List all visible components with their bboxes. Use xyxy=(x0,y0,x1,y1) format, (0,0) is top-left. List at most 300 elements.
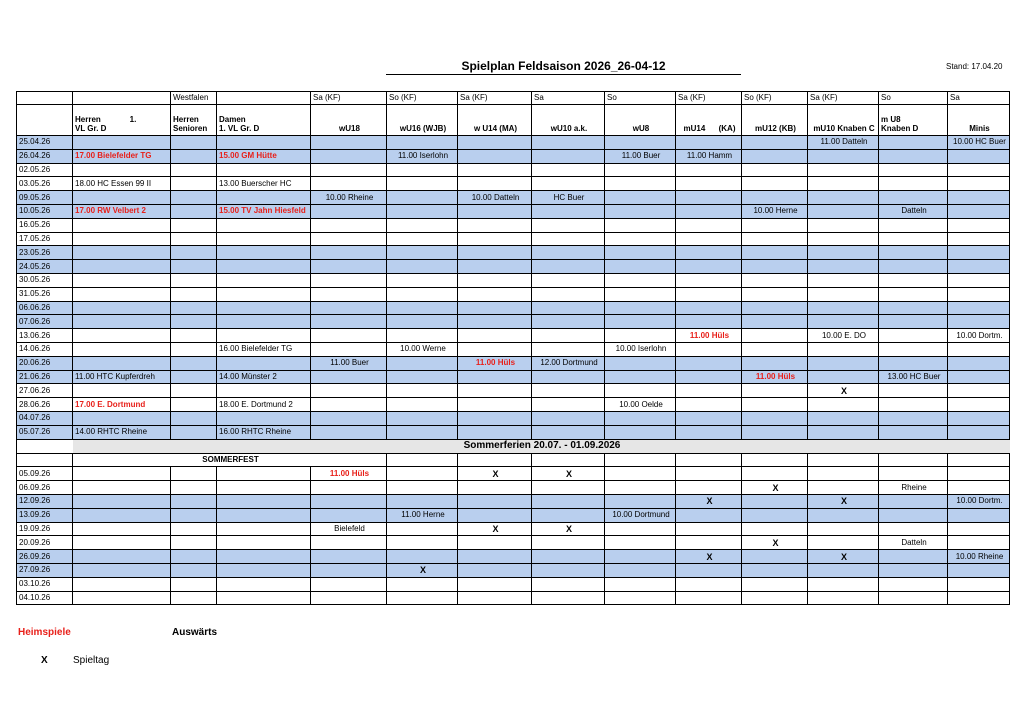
date-cell: 27.09.26 xyxy=(17,563,73,577)
match-cell xyxy=(605,591,676,605)
match-cell xyxy=(742,191,808,205)
match-cell: X xyxy=(458,522,532,536)
legend-spieltag: Spieltag xyxy=(73,655,110,666)
match-cell: 17.00 RW Velbert 2 xyxy=(73,204,171,218)
table-row xyxy=(17,273,1010,287)
match-cell xyxy=(73,246,171,260)
match-cell xyxy=(311,494,387,508)
match-cell: 10.00 Dortm. xyxy=(948,329,1010,343)
header-day-cell: Westfalen xyxy=(171,92,217,105)
match-cell xyxy=(73,508,171,522)
match-cell xyxy=(217,136,311,150)
match-cell xyxy=(387,356,458,370)
match-cell: 10.00 HC Buer xyxy=(948,136,1010,150)
table-row xyxy=(17,563,1010,577)
match-cell xyxy=(879,591,948,605)
match-cell xyxy=(73,384,171,398)
match-cell xyxy=(879,577,948,591)
match-cell xyxy=(879,273,948,287)
match-cell xyxy=(73,577,171,591)
match-cell xyxy=(676,508,742,522)
match-cell xyxy=(742,287,808,301)
table-row xyxy=(17,136,1010,150)
date-cell: 16.05.26 xyxy=(17,218,73,232)
match-cell xyxy=(742,301,808,315)
header-day-cell: Sa (KF) xyxy=(676,92,742,105)
match-cell xyxy=(676,287,742,301)
match-cell xyxy=(311,384,387,398)
match-cell xyxy=(387,246,458,260)
match-cell xyxy=(387,536,458,550)
match-cell xyxy=(605,163,676,177)
match-cell: X xyxy=(458,467,532,481)
match-cell xyxy=(676,522,742,536)
match-cell xyxy=(676,411,742,425)
match-cell xyxy=(458,425,532,439)
match-cell: 11.00 HTC Kupferdreh xyxy=(73,370,171,384)
match-cell xyxy=(387,177,458,191)
match-cell xyxy=(311,411,387,425)
match-cell xyxy=(605,287,676,301)
match-cell xyxy=(387,218,458,232)
match-cell xyxy=(742,149,808,163)
match-cell xyxy=(676,577,742,591)
match-cell xyxy=(73,467,171,481)
date-cell: 04.10.26 xyxy=(17,591,73,605)
table-row xyxy=(17,356,1010,370)
match-cell: Datteln xyxy=(879,204,948,218)
match-cell xyxy=(73,356,171,370)
sommerfest-spacer xyxy=(17,453,73,467)
date-cell: 05.07.26 xyxy=(17,425,73,439)
match-cell xyxy=(387,591,458,605)
match-cell xyxy=(171,481,217,495)
match-cell xyxy=(605,177,676,191)
match-cell xyxy=(171,315,217,329)
match-cell xyxy=(879,149,948,163)
match-cell: 18.00 E. Dortmund 2 xyxy=(217,398,311,412)
date-cell: 20.06.26 xyxy=(17,356,73,370)
match-cell xyxy=(171,301,217,315)
match-cell xyxy=(217,384,311,398)
match-cell xyxy=(879,522,948,536)
match-cell xyxy=(217,522,311,536)
match-cell: 10.00 Werne xyxy=(387,342,458,356)
table-row xyxy=(17,232,1010,246)
match-cell xyxy=(387,232,458,246)
header-team-cell: Herren Senioren xyxy=(171,105,217,136)
match-cell xyxy=(532,163,605,177)
match-cell xyxy=(879,494,948,508)
match-cell xyxy=(879,342,948,356)
match-cell xyxy=(742,232,808,246)
match-cell xyxy=(217,550,311,564)
match-cell xyxy=(217,218,311,232)
match-cell xyxy=(387,577,458,591)
match-cell: 12.00 Dortmund xyxy=(532,356,605,370)
match-cell xyxy=(458,536,532,550)
match-cell xyxy=(171,218,217,232)
empty-cell xyxy=(948,453,1010,467)
match-cell xyxy=(532,315,605,329)
table-row xyxy=(17,191,1010,205)
date-cell: 13.09.26 xyxy=(17,508,73,522)
table-row xyxy=(17,342,1010,356)
header-day-cell xyxy=(217,92,311,105)
empty-cell xyxy=(742,453,808,467)
match-cell xyxy=(171,204,217,218)
match-cell xyxy=(948,218,1010,232)
match-cell xyxy=(676,218,742,232)
legend-home: Heimspiele xyxy=(18,627,71,638)
match-cell xyxy=(171,260,217,274)
match-cell xyxy=(532,425,605,439)
header-team-cell: wU10 a.k. xyxy=(532,105,605,136)
match-cell xyxy=(458,591,532,605)
match-cell xyxy=(676,536,742,550)
match-cell: 15.00 TV Jahn Hiesfeld xyxy=(217,204,311,218)
match-cell xyxy=(217,301,311,315)
table-row xyxy=(17,163,1010,177)
match-cell: X xyxy=(742,481,808,495)
match-cell xyxy=(73,287,171,301)
match-cell: Datteln xyxy=(879,536,948,550)
match-cell xyxy=(742,273,808,287)
match-cell xyxy=(387,550,458,564)
match-cell xyxy=(532,536,605,550)
match-cell xyxy=(808,287,879,301)
match-cell xyxy=(387,494,458,508)
match-cell: X xyxy=(532,522,605,536)
match-cell xyxy=(387,191,458,205)
date-cell: 31.05.26 xyxy=(17,287,73,301)
table-row xyxy=(17,384,1010,398)
match-cell xyxy=(879,425,948,439)
empty-cell xyxy=(458,453,532,467)
match-cell xyxy=(808,246,879,260)
match-cell xyxy=(217,163,311,177)
match-cell xyxy=(311,508,387,522)
match-cell xyxy=(458,177,532,191)
match-cell: 11.00 Hüls xyxy=(311,467,387,481)
match-cell xyxy=(676,370,742,384)
match-cell xyxy=(458,342,532,356)
match-cell xyxy=(73,411,171,425)
match-cell xyxy=(676,467,742,481)
match-cell xyxy=(458,370,532,384)
match-cell xyxy=(73,591,171,605)
match-cell xyxy=(311,218,387,232)
match-cell xyxy=(605,301,676,315)
match-cell: 17.00 Bielefelder TG xyxy=(73,149,171,163)
match-cell xyxy=(676,136,742,150)
match-cell xyxy=(808,260,879,274)
match-cell xyxy=(605,136,676,150)
match-cell xyxy=(458,384,532,398)
match-cell xyxy=(879,329,948,343)
date-cell: 27.06.26 xyxy=(17,384,73,398)
date-cell: 13.06.26 xyxy=(17,329,73,343)
match-cell xyxy=(742,398,808,412)
match-cell xyxy=(73,481,171,495)
match-cell xyxy=(742,550,808,564)
match-cell xyxy=(171,384,217,398)
date-cell: 20.09.26 xyxy=(17,536,73,550)
match-cell xyxy=(808,204,879,218)
header-team-cell: mU10 Knaben C xyxy=(808,105,879,136)
match-cell xyxy=(311,536,387,550)
match-cell xyxy=(387,522,458,536)
match-cell: 10.00 Herne xyxy=(742,204,808,218)
empty-cell xyxy=(676,453,742,467)
date-cell: 09.05.26 xyxy=(17,191,73,205)
match-cell xyxy=(458,481,532,495)
match-cell xyxy=(605,425,676,439)
match-cell xyxy=(948,425,1010,439)
header-row-teams xyxy=(17,105,1010,136)
table-row xyxy=(17,287,1010,301)
match-cell xyxy=(217,356,311,370)
match-cell xyxy=(217,508,311,522)
match-cell xyxy=(808,149,879,163)
empty-cell xyxy=(879,453,948,467)
match-cell xyxy=(217,467,311,481)
match-cell xyxy=(171,425,217,439)
match-cell xyxy=(532,273,605,287)
match-cell: 10.00 Rheine xyxy=(311,191,387,205)
match-cell xyxy=(532,370,605,384)
match-cell xyxy=(879,177,948,191)
match-cell xyxy=(217,577,311,591)
match-cell xyxy=(948,149,1010,163)
match-cell xyxy=(948,536,1010,550)
date-cell: 05.09.26 xyxy=(17,467,73,481)
match-cell xyxy=(458,218,532,232)
match-cell xyxy=(311,342,387,356)
match-cell xyxy=(605,273,676,287)
match-cell xyxy=(311,287,387,301)
match-cell xyxy=(879,411,948,425)
match-cell: 11.00 Herne xyxy=(387,508,458,522)
header-day-cell xyxy=(17,92,73,105)
sommerfest-label: SOMMERFEST xyxy=(73,453,387,467)
match-cell xyxy=(948,563,1010,577)
match-cell xyxy=(73,329,171,343)
match-cell xyxy=(458,232,532,246)
match-cell: 11.00 Hüls xyxy=(742,370,808,384)
match-cell xyxy=(605,204,676,218)
match-cell xyxy=(73,315,171,329)
match-cell xyxy=(948,342,1010,356)
match-cell xyxy=(171,370,217,384)
match-cell xyxy=(171,191,217,205)
table-row xyxy=(17,467,1010,481)
match-cell xyxy=(311,550,387,564)
match-cell xyxy=(605,384,676,398)
match-cell xyxy=(387,398,458,412)
summer-break-label: Sommerferien 20.07. - 01.09.2026 xyxy=(73,439,1010,453)
header-team-cell: mU12 (KB) xyxy=(742,105,808,136)
match-cell xyxy=(458,411,532,425)
empty-cell xyxy=(808,453,879,467)
match-cell xyxy=(73,136,171,150)
match-cell xyxy=(387,425,458,439)
match-cell xyxy=(217,246,311,260)
match-cell xyxy=(742,384,808,398)
match-cell xyxy=(676,246,742,260)
match-cell xyxy=(808,232,879,246)
match-cell: 17.00 E. Dortmund xyxy=(73,398,171,412)
legend-away: Auswärts xyxy=(172,627,218,638)
match-cell xyxy=(311,481,387,495)
match-cell xyxy=(808,577,879,591)
match-cell xyxy=(311,301,387,315)
header-day-cell: Sa xyxy=(532,92,605,105)
header-team-cell: mU14 (KA) xyxy=(676,105,742,136)
match-cell xyxy=(676,481,742,495)
match-cell xyxy=(311,563,387,577)
match-cell xyxy=(605,356,676,370)
match-cell xyxy=(171,398,217,412)
match-cell xyxy=(387,273,458,287)
match-cell xyxy=(73,342,171,356)
match-cell xyxy=(387,467,458,481)
match-cell xyxy=(879,260,948,274)
date-cell: 25.04.26 xyxy=(17,136,73,150)
match-cell xyxy=(171,494,217,508)
match-cell xyxy=(73,218,171,232)
match-cell: 10.00 E. DO xyxy=(808,329,879,343)
table-row xyxy=(17,522,1010,536)
match-cell xyxy=(387,136,458,150)
match-cell xyxy=(742,260,808,274)
date-cell: 06.06.26 xyxy=(17,301,73,315)
match-cell xyxy=(948,204,1010,218)
match-cell xyxy=(532,218,605,232)
match-cell xyxy=(532,260,605,274)
match-cell xyxy=(458,149,532,163)
match-cell xyxy=(948,411,1010,425)
match-cell xyxy=(742,177,808,191)
match-cell xyxy=(458,329,532,343)
match-cell xyxy=(532,563,605,577)
match-cell xyxy=(948,163,1010,177)
match-cell xyxy=(458,163,532,177)
match-cell xyxy=(676,163,742,177)
table-row xyxy=(17,577,1010,591)
match-cell xyxy=(879,163,948,177)
summer-break-spacer xyxy=(17,439,73,453)
match-cell xyxy=(458,494,532,508)
match-cell xyxy=(808,177,879,191)
table-row xyxy=(17,550,1010,564)
match-cell xyxy=(948,398,1010,412)
match-cell xyxy=(458,204,532,218)
table-row xyxy=(17,149,1010,163)
date-cell: 26.04.26 xyxy=(17,149,73,163)
match-cell: HC Buer xyxy=(532,191,605,205)
match-cell xyxy=(532,577,605,591)
match-cell xyxy=(742,218,808,232)
match-cell xyxy=(387,481,458,495)
match-cell xyxy=(171,329,217,343)
match-cell xyxy=(742,467,808,481)
match-cell xyxy=(948,191,1010,205)
match-cell xyxy=(217,411,311,425)
match-cell xyxy=(742,522,808,536)
match-cell: 11.00 Hüls xyxy=(458,356,532,370)
match-cell: 16.00 RHTC Rheine xyxy=(217,425,311,439)
match-cell xyxy=(808,411,879,425)
match-cell xyxy=(879,191,948,205)
match-cell xyxy=(458,287,532,301)
match-cell xyxy=(217,315,311,329)
date-cell: 04.07.26 xyxy=(17,411,73,425)
stand-date: Stand: 17.04.20 xyxy=(946,62,1003,71)
match-cell xyxy=(311,315,387,329)
match-cell xyxy=(171,149,217,163)
match-cell xyxy=(217,481,311,495)
match-cell xyxy=(808,163,879,177)
match-cell xyxy=(458,246,532,260)
header-team-cell: Minis xyxy=(948,105,1010,136)
match-cell xyxy=(808,356,879,370)
match-cell: X xyxy=(808,550,879,564)
match-cell xyxy=(217,232,311,246)
table-row xyxy=(17,425,1010,439)
match-cell xyxy=(387,370,458,384)
match-cell xyxy=(676,342,742,356)
table-row xyxy=(17,508,1010,522)
match-cell: 10.00 Iserlohn xyxy=(605,342,676,356)
match-cell xyxy=(532,481,605,495)
match-cell xyxy=(387,163,458,177)
match-cell xyxy=(73,273,171,287)
match-cell xyxy=(879,246,948,260)
match-cell xyxy=(808,481,879,495)
match-cell xyxy=(676,260,742,274)
empty-cell xyxy=(532,453,605,467)
match-cell xyxy=(605,232,676,246)
match-cell: 11.00 Buer xyxy=(311,356,387,370)
match-cell xyxy=(742,411,808,425)
match-cell xyxy=(948,384,1010,398)
match-cell xyxy=(742,163,808,177)
table-row xyxy=(17,398,1010,412)
match-cell: 11.00 Hüls xyxy=(676,329,742,343)
header-day-cell: Sa (KF) xyxy=(311,92,387,105)
header-day-cell: Sa xyxy=(948,92,1010,105)
match-cell xyxy=(171,136,217,150)
schedule-table xyxy=(16,91,1010,605)
table-row xyxy=(17,177,1010,191)
match-cell xyxy=(605,315,676,329)
match-cell xyxy=(948,467,1010,481)
match-cell xyxy=(948,481,1010,495)
match-cell xyxy=(879,287,948,301)
table-row xyxy=(17,329,1010,343)
match-cell xyxy=(458,563,532,577)
header-team-cell: wU16 (WJB) xyxy=(387,105,458,136)
match-cell xyxy=(742,494,808,508)
date-cell: 12.09.26 xyxy=(17,494,73,508)
match-cell xyxy=(73,536,171,550)
match-cell xyxy=(676,398,742,412)
header-day-cell: Sa (KF) xyxy=(808,92,879,105)
match-cell xyxy=(387,204,458,218)
match-cell: Bielefeld xyxy=(311,522,387,536)
table-row xyxy=(17,481,1010,495)
